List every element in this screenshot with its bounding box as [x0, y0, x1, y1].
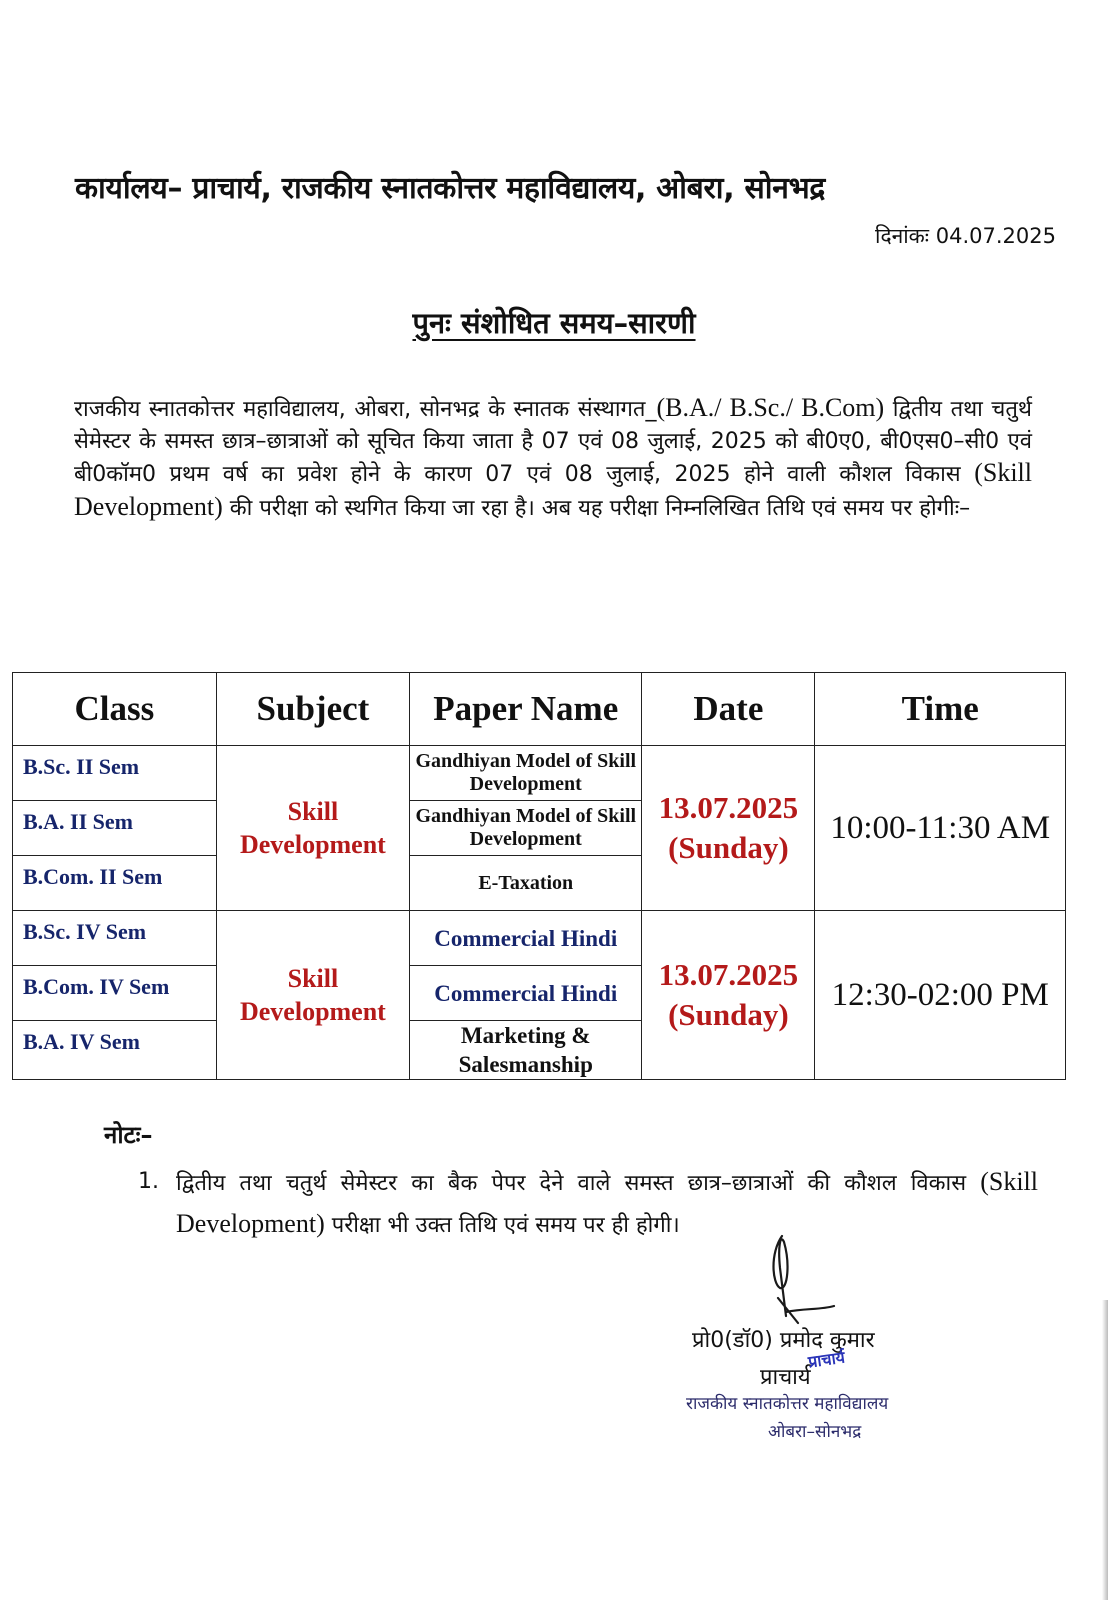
- document-title-text: पुनः संशोधित समय–सारणी: [412, 306, 696, 340]
- exam-date: 13.07.2025: [658, 957, 799, 992]
- note-text-2: परीक्षा भी उक्त तिथि एवं समय पर ही होगी।: [324, 1213, 680, 1238]
- subject-cell: Skill Development: [216, 911, 409, 1080]
- intro-courses: (B.A./ B.Sc./ B.Com): [656, 393, 885, 422]
- date-cell: [642, 746, 815, 911]
- subject-cell: Skill Development: [216, 746, 409, 911]
- signer-designation: प्राचार्य: [760, 1365, 811, 1390]
- document-date: [875, 222, 1056, 250]
- class-cell: B.A. II Sem: [13, 801, 217, 856]
- intro-text-2: द्वितीय तथा चतुर्थ सेमेस्टर के समस्त छात्र–छात्राओं को सूचित किया जाता है 07 एवं 08 जुलाई, 2025 को बी0ए0, बी0एस0–सी0 एवं बी0कॉम0 प्रथम वर्ष का प्रवेश होने के कारण 07 एवं 08 जुलाई, 2025 होने वाली कौशल विकास: [74, 397, 1032, 487]
- class-cell: B.Com. II Sem: [13, 856, 217, 911]
- stamp-mark: प्राचार्य: [806, 1347, 847, 1372]
- table-row: [13, 911, 1066, 966]
- table-header-row: [13, 673, 1066, 746]
- exam-schedule-table: [12, 672, 1066, 1080]
- date-label: दिनांकः: [875, 224, 930, 248]
- table-row: [13, 746, 1066, 801]
- office-heading: कार्यालय– प्राचार्य, राजकीय स्नातकोत्तर महाविद्यालय, ओबरा, सोनभद्र: [75, 171, 826, 206]
- intro-paragraph: [74, 392, 1032, 524]
- exam-date: 13.07.2025: [658, 790, 799, 825]
- header-class: Class: [13, 673, 217, 746]
- class-cell: B.A. IV Sem: [13, 1021, 217, 1080]
- note-label: नोटः–: [104, 1121, 153, 1149]
- note-number: 1.: [138, 1169, 159, 1194]
- stamp-line-institution: राजकीय स्नातकोत्तर महाविद्यालय: [686, 1394, 889, 1414]
- paper-cell: Gandhiyan Model of Skill Development: [410, 746, 642, 801]
- exam-day: (Sunday): [668, 997, 789, 1032]
- document-title: [0, 303, 1108, 342]
- date-value: 04.07.2025: [935, 224, 1056, 248]
- intro-text-3: की परीक्षा को स्थगित किया जा रहा है। अब यह परीक्षा निम्नलिखित तिथि एवं समय पर होगीः–: [222, 495, 971, 521]
- note-skill-development: (Skill Development): [176, 1167, 1038, 1238]
- paper-cell: Gandhiyan Model of Skill Development: [410, 801, 642, 856]
- time-cell: 10:00-11:30 AM: [815, 746, 1066, 911]
- header-time: Time: [815, 673, 1066, 746]
- handwritten-signature: [750, 1228, 870, 1338]
- signature-block: [650, 1228, 1050, 1442]
- signer-name: प्रो0(डॉ0) प्रमोद कुमार: [692, 1328, 875, 1353]
- intro-skill-development: (Skill Development): [74, 458, 1032, 521]
- header-paper-name: Paper Name: [410, 673, 642, 746]
- class-cell: B.Com. IV Sem: [13, 966, 217, 1021]
- header-date: Date: [642, 673, 815, 746]
- stamp-line-location: ओबरा–सोनभद्र: [768, 1422, 862, 1442]
- paper-cell: Commercial Hindi: [410, 911, 642, 966]
- header-subject: Subject: [216, 673, 409, 746]
- exam-day: (Sunday): [668, 830, 789, 865]
- class-cell: B.Sc. IV Sem: [13, 911, 217, 966]
- date-cell: [642, 911, 815, 1080]
- paper-cell: E-Taxation: [410, 856, 642, 911]
- note-text-1: द्वितीय तथा चतुर्थ सेमेस्टर का बैक पेपर देने वाले समस्त छात्र–छात्राओं की कौशल विकास: [176, 1171, 981, 1196]
- page-edge-shadow: [1102, 1300, 1108, 1600]
- time-cell: 12:30-02:00 PM: [815, 911, 1066, 1080]
- paper-cell: Commercial Hindi: [410, 966, 642, 1021]
- class-cell: B.Sc. II Sem: [13, 746, 217, 801]
- paper-cell: Marketing & Salesmanship: [410, 1021, 642, 1080]
- intro-text-1: राजकीय स्नातकोत्तर महाविद्यालय, ओबरा, सोनभद्र के स्नातक संस्थागत_: [74, 397, 657, 422]
